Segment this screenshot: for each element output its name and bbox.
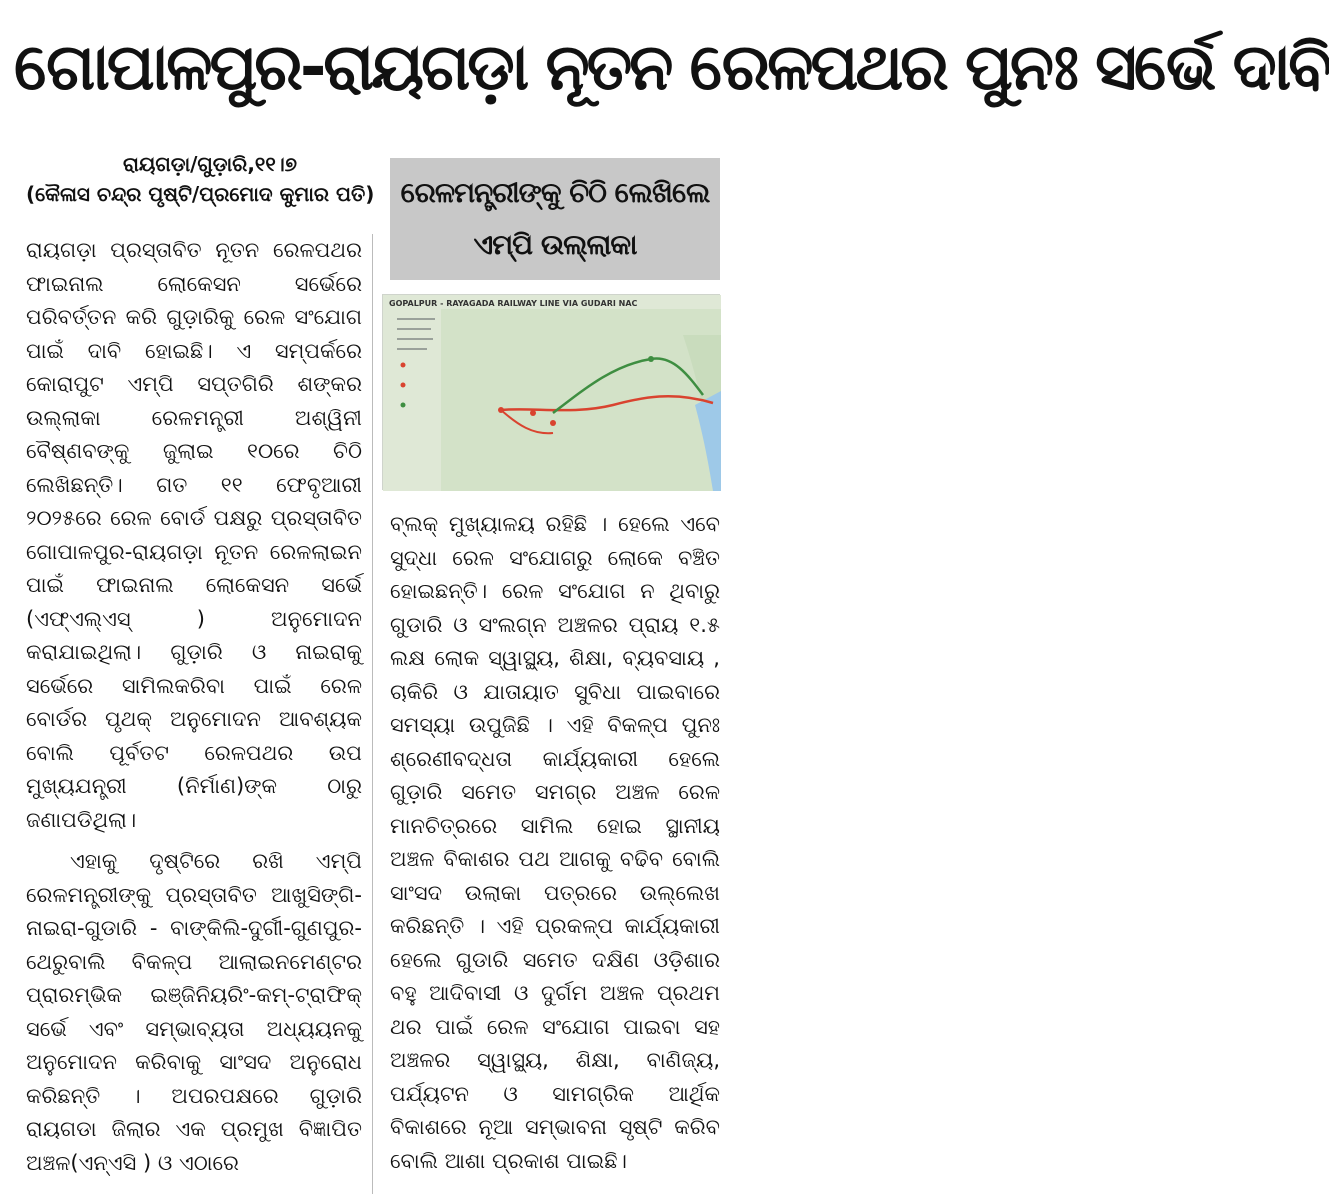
map-graphic [383,295,721,491]
headline: ଗୋପାଳପୁର-ରାୟଗଡ଼ା ନୂତନ ରେଳପଥର ପୁନଃ ସର୍ଭେ ଦାବି [14,31,1329,105]
map-legend-marker [401,403,406,408]
map-legend-marker [401,383,406,388]
route-map [382,294,720,490]
dateline: ରାୟଗଡ଼ା/ଗୁଡ଼ାରି,୧୧।୭ [122,152,298,176]
map-legend-marker [401,363,406,368]
byline: (କୈଳାସ ଚନ୍ଦ୍ର ପୃଷ୍ଟି/ପ୍ରମୋଦ କୁମାର ପତି) [26,182,375,206]
map-station-marker [550,420,556,426]
column-divider [372,234,373,1194]
subheading-box [390,158,720,280]
map-station-marker [648,356,654,362]
subheading-line-2: ଏମ୍‌ପି ଉଲ୍ଲାକା [473,228,637,261]
map-station-marker [498,407,504,413]
article-paragraph-1: ରାୟଗଡ଼ା ପ୍ରସ୍ତାବିତ ନୂତନ ରେଳପଥର ଫାଇନାଲ ଲୋକେସନ ସର୍ଭେରେ ପରିବର୍ତ୍ତନ କରି ଗୁଡ଼ାରିକୁ ରେଳ ସଂଯୋଗ ପାଇଁ ଦାବି ହୋଇଛି। ଏ ସମ୍ପର୍କରେ କୋରାପୁଟ ଏମ୍‌ପି ସପ୍ତଗିରି ଶଙ୍କର ଉଲ୍ଲାକା ରେଳମନ୍ତ୍ରୀ ଅଶ୍ୱିନୀ ବୈଷ୍ଣବଙ୍କୁ ଜୁଲାଇ ୧୦ରେ ଚିଠି ଲେଖିଛନ୍ତି। ଗତ ୧୧ ଫେବୃଆରୀ ୨୦୨୫ରେ ରେଳ ବୋର୍ଡ ପକ୍ଷରୁ ପ୍ରସ୍ତାବିତ ଗୋପାଳପୁର-ରାୟଗଡ଼ା ନୂତନ ରେଳଲାଇନ ପାଇଁ ଫାଇନାଲ ଲୋକେସନ ସର୍ଭେ (ଏଫ୍‌ଏଲ୍‌ଏସ୍ ) ଅନୁମୋଦନ କରାଯାଇଥିଲା। ଗୁଡ଼ାରି ଓ ନାଇରାକୁ ସର୍ଭେରେ ସାମିଲକରିବା ପାଇଁ ରେଳ ବୋର୍ଡର ପୃଥକ୍ ଅନୁମୋଦନ ଆବଶ୍ୟକ ବୋଲି ପୂର୍ବତଟ ରେଳପଥର ଉପ ମୁଖ୍ୟଯନ୍ତ୍ରୀ (ନିର୍ମାଣ)ଙ୍କ ଠାରୁ ଜଣାପଡିଥିଲା। [26,238,362,832]
article-column-right: ବ୍ଲକ୍ ମୁଖ୍ୟାଳୟ ରହିଛି । ହେଲେ ଏବେ ସୁଦ୍ଧା ରେଳ ସଂଯୋଗରୁ ଲୋକେ ବଞ୍ଚିତ ହୋଇଛନ୍ତି। ରେଳ ସଂଯୋଗ ନ ଥିବାରୁ ଗୁଡାରି ଓ ସଂଲଗ୍ନ ଅଞ୍ଚଳର ପ୍ରାୟ ୧.୫ ଲକ୍ଷ ଲୋକ ସ୍ୱାସ୍ଥ୍ୟ, ଶିକ୍ଷା, ବ୍ୟବସାୟ , ଚାକିରି ଓ ଯାତାୟାତ ସୁବିଧା ପାଇବାରେ ସମସ୍ୟା ଉପୁଜିଛି । ଏହି ବିକଳ୍ପ ପୁନଃ ଶ୍ରେଣୀବଦ୍ଧତା କାର୍ଯ୍ୟକାରୀ ହେଲେ ଗୁଡ଼ାରି ସମେତ ସମଗ୍ର ଅଞ୍ଚଳ ରେଳ ମାନଚିତ୍ରରେ ସାମିଲ ହୋଇ ସ୍ଥାନୀୟ ଅଞ୍ଚଳ ବିକାଶର ପଥ ଆଗକୁ ବଢିବ ବୋଲି ସାଂସଦ ଉଲାକା ପତ୍ରରେ ଉଲ୍ଲେଖ କରିଛନ୍ତି । ଏହି ପ୍ରକଳ୍ପ କାର୍ଯ୍ୟକାରୀ ହେଲେ ଗୁଡାରି ସମେତ ଦକ୍ଷିଣ ଓଡ଼ିଶାର ବହୁ ଆଦିବାସୀ ଓ ଦୁର୍ଗମ ଅଞ୍ଚଳ ପ୍ରଥମ ଥର ପାଇଁ ରେଳ ସଂଯୋଗ ପାଇବା ସହ ଅଞ୍ଚଳର ସ୍ୱାସ୍ଥ୍ୟ, ଶିକ୍ଷା, ବାଣିଜ୍ୟ, ପର୍ଯ୍ୟଟନ ଓ ସାମଗ୍ରିକ ଆର୍ଥିକ ବିକାଶରେ ନୂଆ ସମ୍ଭାବନା ସୃଷ୍ଟି କରିବ ବୋଲି ଆଶା ପ୍ରକାଶ ପାଇଛି। [390,512,720,1173]
article-paragraph-2: ଏହାକୁ ଦୃଷ୍ଟିରେ ରଖି ଏମ୍‌ପି ରେଳମନ୍ତ୍ରୀଙ୍କୁ ପ୍ରସ୍ତାବିତ ଆଖୁସିଙ୍ଗି-ନାଇରା-ଗୁଡାରି - ବାଙ୍କିଲି-ଦୁର୍ଗୀ-ଗୁଣପୁର-ଥେରୁବାଲି ବିକଳ୍ପ ଆଲାଇନମେଣ୍ଟର ପ୍ରାରମ୍ଭିକ ଇଞ୍ଜିନିୟରିଂ-କମ୍-ଟ୍ରାଫିକ୍ ସର୍ଭେ ଏବଂ ସମ୍ଭାବ୍ୟତା ଅଧ୍ୟୟନକୁ ଅନୁମୋଦନ କରିବାକୁ ସାଂସଦ ଅନୁରୋଧ କରିଛନ୍ତି । ଅପରପକ୍ଷରେ ଗୁଡ଼ାରି ରାୟଗଡା ଜିଲାର ଏକ ପ୍ରମୁଖ ବିଜ୍ଞାପିତ ଅଞ୍ଚଳ(ଏନ୍‌ଏସି ) ଓ ଏଠାରେ [26,849,362,1175]
article-column-left [26,234,362,1200]
map-station-marker [530,410,536,416]
map-title: GOPALPUR - RAYAGADA RAILWAY LINE VIA GUDARI NAC [389,299,638,308]
map-terrain [441,309,721,491]
subheading-line-1: ରେଳମନ୍ତ୍ରୀଙ୍କୁ ଚିଠି ଲେଖିଲେ [400,176,710,209]
